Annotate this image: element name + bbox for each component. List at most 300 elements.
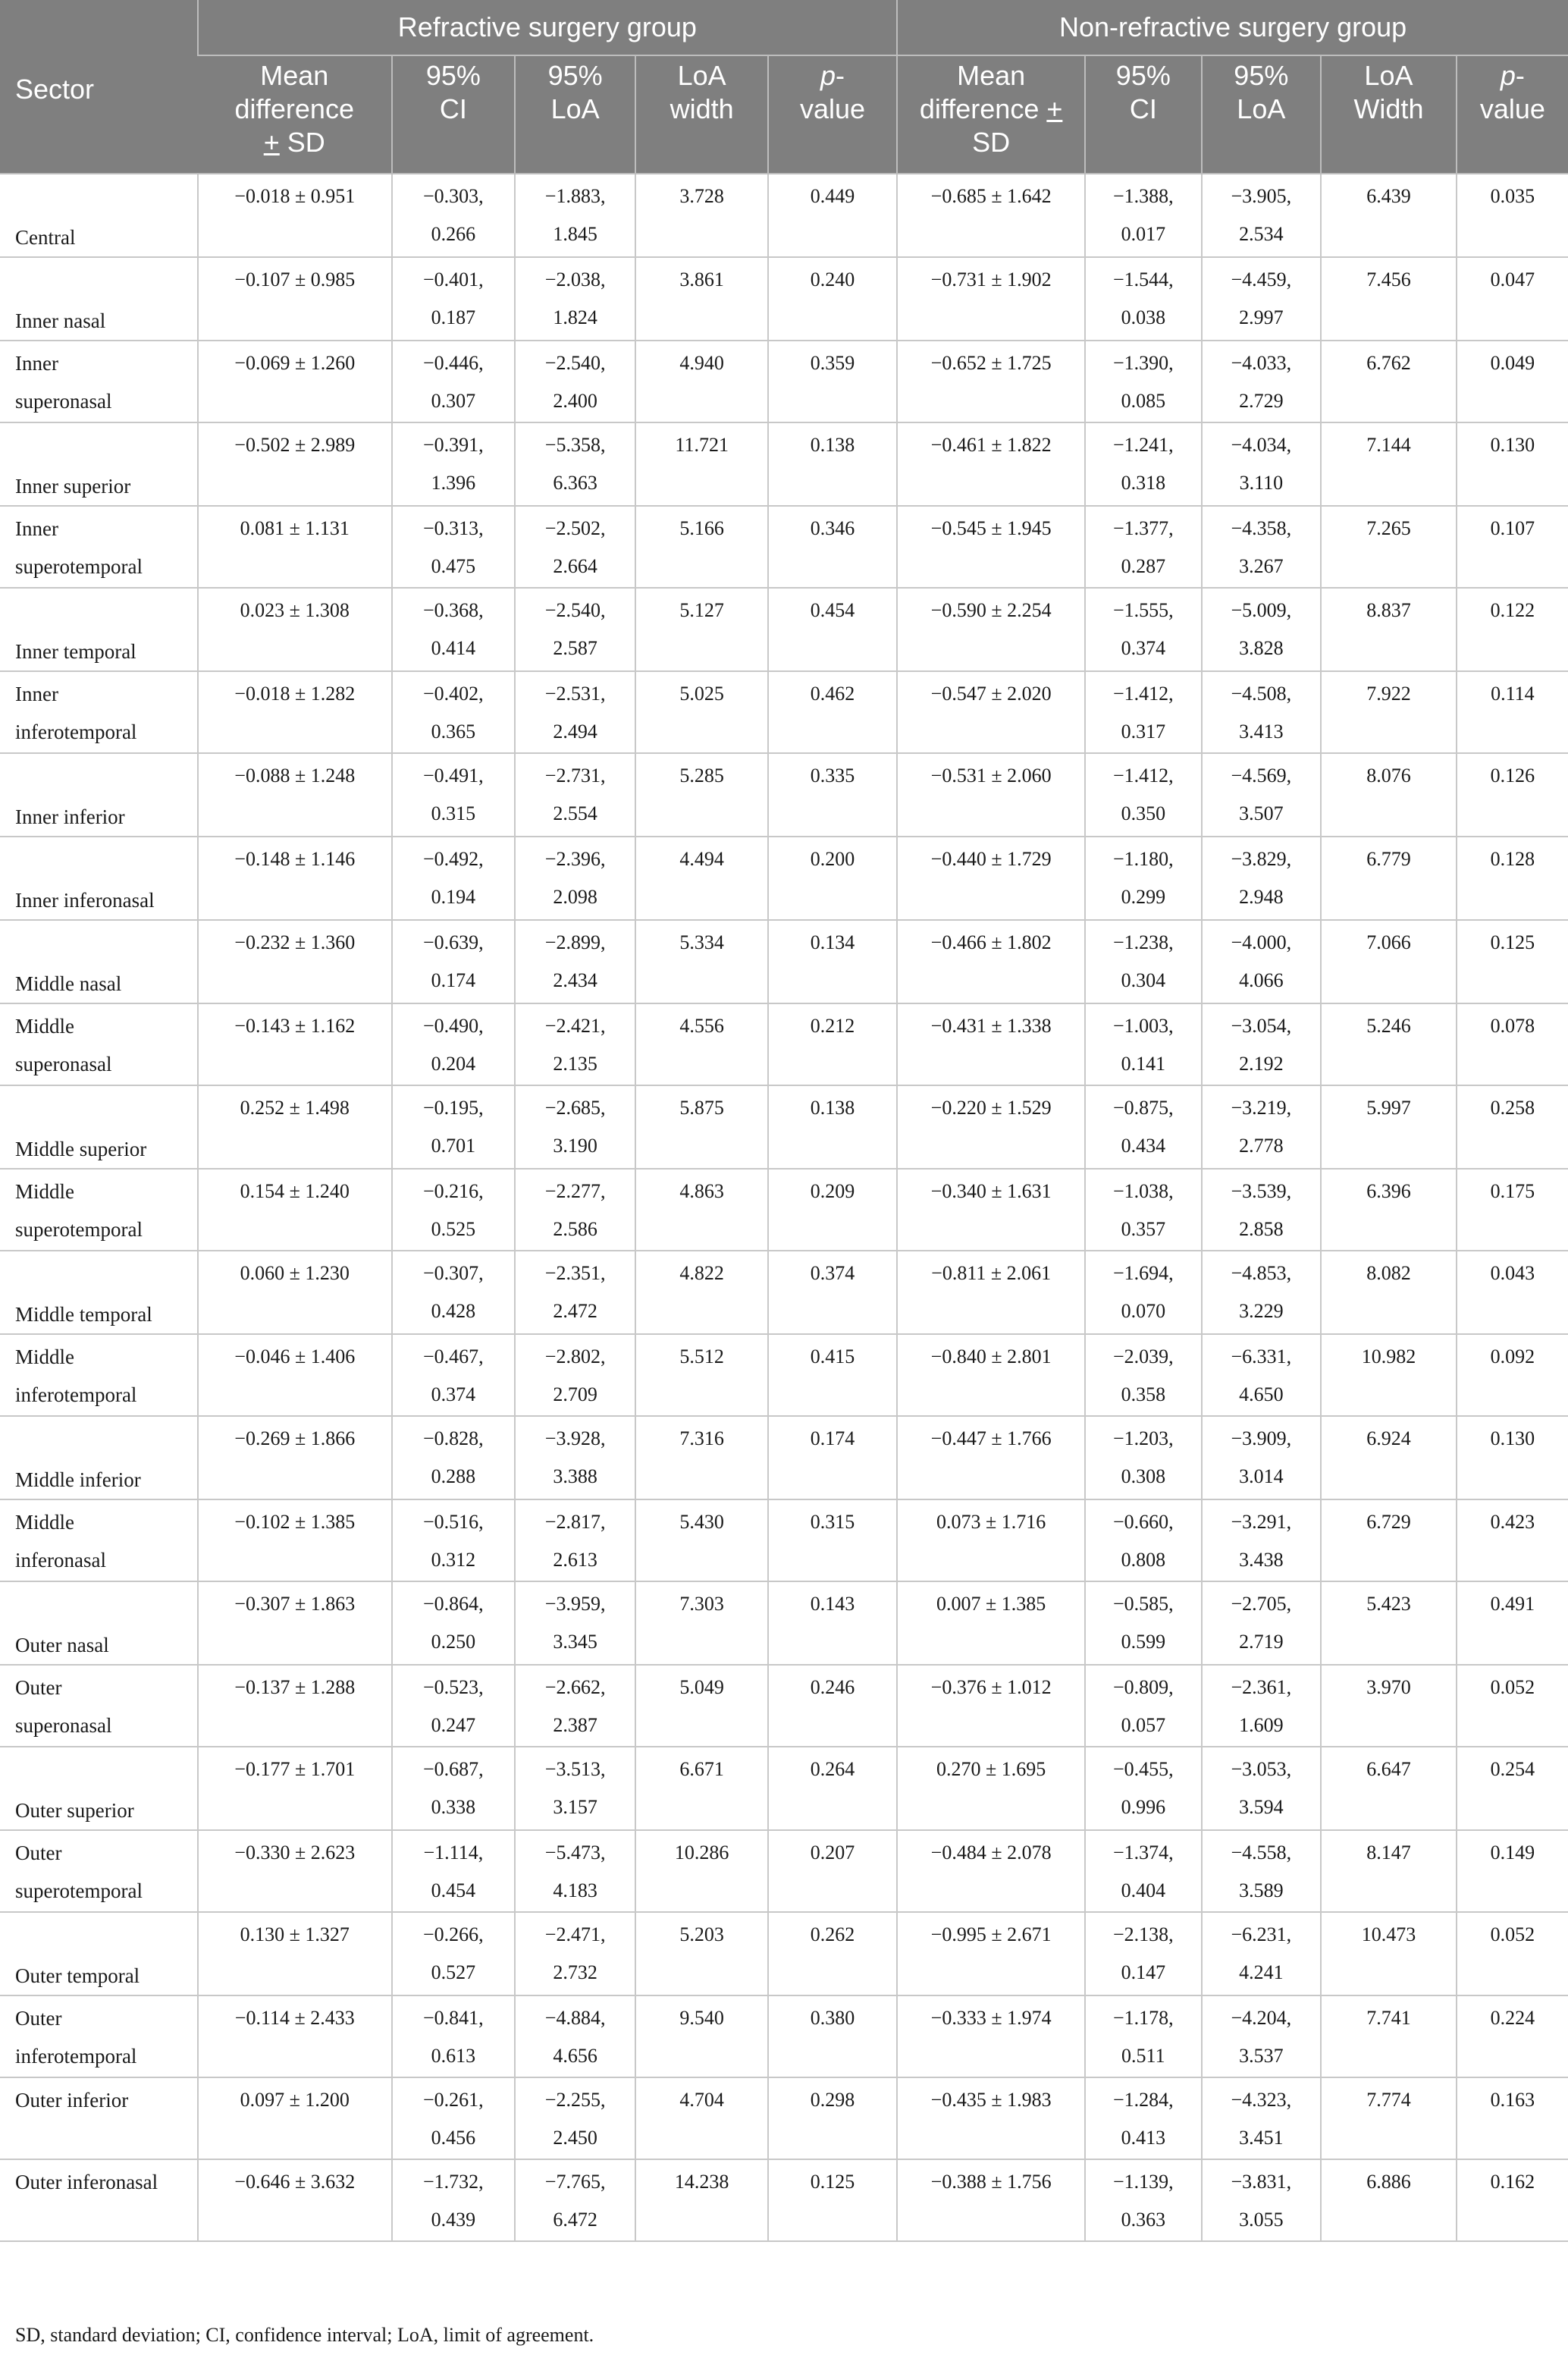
table-row [0,920,1568,1003]
ref-mean-diff-cell: −0.307 ± 1.863 [198,1581,392,1665]
nonref-ci-header: 95% CI [1085,55,1201,174]
nonref-mean-diff-cell: −0.484 ± 2.078 [897,1830,1085,1912]
nonref-loa-cell [1202,837,1322,920]
nonref-loa-width-cell: 10.982 [1321,1334,1457,1416]
ref-ci-cell [392,341,515,422]
sector-cell [0,1085,198,1169]
nonref-loa-value: 2.729 [1239,390,1284,412]
nonref-loa-cell [1202,506,1322,588]
ref-ci-cell [392,257,515,341]
nonref-loa-width-cell: 6.762 [1321,341,1457,422]
ref-loa-value: −2.038, [544,268,606,290]
ref-loa-value: 6.472 [553,2209,597,2231]
ref-loa-cell [515,1499,636,1581]
ref-p-value-cell: 0.138 [768,1085,897,1169]
sector-line-1: Outer inferonasal [15,2171,158,2193]
ref-ci-header: 95% CI [392,55,515,174]
nonref-loa-value: −2.361, [1231,1676,1292,1698]
ref-loa-value: 2.709 [553,1383,597,1405]
nonref-ci-value: −1.203, [1112,1427,1174,1449]
ref-mean-diff-cell: 0.252 ± 1.498 [198,1085,392,1169]
nonref-ci-cell [1085,422,1201,506]
nonref-loa-value: −4.358, [1231,517,1292,539]
ref-loa-width-cell: 10.286 [635,1830,767,1912]
sector-line-2: superonasal [15,1714,112,1737]
nonref-loa-value: −5.009, [1231,599,1292,621]
table-row [0,1499,1568,1581]
ref-mean-diff-cell: −0.018 ± 1.282 [198,671,392,753]
sector-cell [0,1003,198,1085]
table-footnote: SD, standard deviation; CI, confidence interval; LoA, limit of agreement. [15,2324,594,2346]
ref-loa-cell [515,1581,636,1665]
ref-loa-cell [515,1085,636,1169]
ref-mean-diff-header: Mean difference + SD [198,55,392,174]
nonref-loa-cell [1202,174,1322,257]
ref-ci-value: 0.613 [431,2045,476,2067]
sector-cell [0,671,198,753]
ref-ci-value: 0.374 [431,1383,476,1405]
ref-mean-diff-cell: −0.143 ± 1.162 [198,1003,392,1085]
sector-cell [0,1830,198,1912]
nonref-ci-value: 0.413 [1121,2127,1166,2149]
ref-loa-value: 2.613 [553,1549,597,1571]
sector-cell [0,1912,198,1995]
sector-line-2: Middle superior [15,1138,147,1160]
nonref-ci-value: 0.511 [1121,2045,1165,2067]
ref-loa-value: 2.135 [553,1053,597,1075]
nonref-ci-value: −2.138, [1112,1923,1174,1945]
ref-loa-width-cell: 4.494 [635,837,767,920]
nonref-ci-value: 0.038 [1121,306,1166,328]
nonref-loa-value: −3.219, [1231,1097,1292,1119]
ref-ci-value: 0.194 [431,886,476,908]
nonref-ci-value: −0.809, [1112,1676,1174,1698]
sector-header: Sector [0,0,198,174]
table-row [0,1912,1568,1995]
table-row [0,341,1568,422]
nonref-loa-width-cell: 6.779 [1321,837,1457,920]
ref-ci-cell [392,1169,515,1251]
nonref-loa-cell [1202,1169,1322,1251]
nonref-p-value-cell: 0.052 [1457,1912,1568,1995]
nonref-loa-value: 2.719 [1239,1631,1284,1653]
table-row [0,1995,1568,2077]
nonref-loa-cell [1202,2159,1322,2241]
ref-mean-diff-cell: −0.114 ± 2.433 [198,1995,392,2077]
sector-line-1: Inner [15,517,58,540]
sector-cell [0,174,198,257]
sector-line-2: superotemporal [15,1879,143,1902]
nonref-ci-cell [1085,1085,1201,1169]
sector-cell [0,1581,198,1665]
sector-cell [0,257,198,341]
nonref-mean-diff-cell: −0.731 ± 1.902 [897,257,1085,341]
nonref-p-value-header: p- value [1457,55,1568,174]
ref-ci-value: −0.261, [423,2089,484,2111]
sector-cell [0,1995,198,2077]
ref-p-value-cell: 0.207 [768,1830,897,1912]
nonref-p-value-cell: 0.163 [1457,2077,1568,2159]
table-row [0,753,1568,837]
ref-mean-diff-cell: −0.102 ± 1.385 [198,1499,392,1581]
sector-line-2: superonasal [15,390,112,413]
ref-loa-value: −5.358, [544,434,606,456]
nonref-ci-cell [1085,1003,1201,1085]
ref-ci-value: 0.475 [431,555,476,577]
nonref-ci-cell [1085,2159,1201,2241]
ref-loa-value: −2.540, [544,352,606,374]
nonref-ci-cell [1085,341,1201,422]
nonref-ci-cell [1085,837,1201,920]
nonref-loa-header: 95% LoA [1202,55,1322,174]
nonref-p-value-cell: 0.092 [1457,1334,1568,1416]
ref-ci-value: −0.491, [423,765,484,787]
sector-cell [0,1416,198,1499]
ref-loa-cell [515,174,636,257]
nonref-loa-value: 3.589 [1239,1879,1284,1901]
ref-loa-cell [515,1416,636,1499]
sector-line-2: Outer superior [15,1799,134,1822]
ref-loa-value: 2.732 [553,1961,597,1983]
nonref-loa-width-cell: 8.837 [1321,588,1457,671]
table-row [0,1169,1568,1251]
ref-p-value-cell: 0.315 [768,1499,897,1581]
nonref-ci-value: −1.374, [1112,1842,1174,1863]
ref-ci-value: −0.216, [423,1180,484,1202]
nonref-loa-value: 3.828 [1239,637,1284,659]
table-row [0,671,1568,753]
ref-loa-width-cell: 4.863 [635,1169,767,1251]
nonref-loa-cell [1202,1581,1322,1665]
ref-loa-cell [515,753,636,837]
nonref-p-value-cell: 0.423 [1457,1499,1568,1581]
sector-line-2: Inner inferior [15,805,125,828]
ref-ci-value: −0.303, [423,185,484,207]
nonref-loa-width-cell: 6.886 [1321,2159,1457,2241]
nonref-loa-value: 3.229 [1239,1300,1284,1322]
ref-loa-value: −2.255, [544,2089,606,2111]
ref-loa-cell [515,588,636,671]
nonref-ci-cell [1085,920,1201,1003]
ref-ci-value: −0.401, [423,268,484,290]
nonref-mean-diff-cell: −0.466 ± 1.802 [897,920,1085,1003]
ref-ci-cell [392,753,515,837]
sector-line-1: Inner [15,352,58,375]
nonref-loa-cell [1202,753,1322,837]
ref-loa-cell [515,1251,636,1334]
ref-loa-width-cell: 5.166 [635,506,767,588]
ref-loa-value: 3.190 [553,1135,597,1157]
sector-cell [0,920,198,1003]
ref-loa-cell [515,422,636,506]
ref-ci-value: −0.523, [423,1676,484,1698]
nonref-loa-width-cell: 5.997 [1321,1085,1457,1169]
ref-loa-value: 3.157 [553,1796,597,1818]
nonref-loa-value: −4.323, [1231,2089,1292,2111]
ref-p-value-cell: 0.462 [768,671,897,753]
ref-p-value-cell: 0.125 [768,2159,897,2241]
nonref-ci-cell [1085,1499,1201,1581]
nonref-ci-cell [1085,174,1201,257]
nonref-ci-cell [1085,1912,1201,1995]
nonref-loa-value: −3.909, [1231,1427,1292,1449]
ref-ci-value: −0.467, [423,1345,484,1367]
sector-line-2: Middle nasal [15,972,122,995]
ref-mean-diff-cell: −0.046 ± 1.406 [198,1334,392,1416]
nonref-p-value-cell: 0.258 [1457,1085,1568,1169]
ref-ci-value: 0.204 [431,1053,476,1075]
ref-loa-width-cell: 5.334 [635,920,767,1003]
nonref-loa-value: 4.066 [1239,969,1284,991]
table-row [0,837,1568,920]
nonref-ci-cell [1085,588,1201,671]
ref-loa-width-cell: 5.875 [635,1085,767,1169]
table-row [0,422,1568,506]
ref-loa-value: −2.685, [544,1097,606,1119]
table-row [0,174,1568,257]
nonref-loa-value: −3.905, [1231,185,1292,207]
ref-ci-value: −0.313, [423,517,484,539]
ref-loa-cell [515,257,636,341]
nonref-p-value-cell: 0.162 [1457,2159,1568,2241]
ref-ci-cell [392,1251,515,1334]
nonref-ci-value: 0.317 [1121,721,1166,743]
ref-mean-diff-cell: −0.148 ± 1.146 [198,837,392,920]
ref-p-value-cell: 0.359 [768,341,897,422]
nonref-p-value-cell: 0.128 [1457,837,1568,920]
nonref-mean-diff-cell: −0.376 ± 1.012 [897,1665,1085,1747]
nonref-loa-value: 2.534 [1239,223,1284,245]
nonref-loa-width-cell: 7.741 [1321,1995,1457,2077]
ref-ci-value: 0.338 [431,1796,476,1818]
ref-p-value-cell: 0.246 [768,1665,897,1747]
nonref-loa-cell [1202,1995,1322,2077]
nonref-ci-value: −1.555, [1112,599,1174,621]
ref-loa-cell [515,2159,636,2241]
nonref-loa-value: 3.267 [1239,555,1284,577]
nonref-mean-diff-cell: −0.995 ± 2.671 [897,1912,1085,1995]
ref-loa-cell [515,1995,636,2077]
ref-mean-diff-cell: −0.502 ± 2.989 [198,422,392,506]
ref-ci-value: −0.516, [423,1511,484,1533]
nonref-loa-cell [1202,1912,1322,1995]
nonref-ci-cell [1085,1251,1201,1334]
nonref-loa-value: −3.053, [1231,1758,1292,1780]
nonref-p-value-cell: 0.149 [1457,1830,1568,1912]
ref-loa-cell [515,920,636,1003]
ref-loa-width-cell: 3.728 [635,174,767,257]
nonref-p-value-cell: 0.491 [1457,1581,1568,1665]
nonref-ci-value: 0.085 [1121,390,1166,412]
nonref-p-value-cell: 0.107 [1457,506,1568,588]
ref-mean-diff-cell: 0.081 ± 1.131 [198,506,392,588]
ref-loa-value: −3.513, [544,1758,606,1780]
ref-p-value-cell: 0.262 [768,1912,897,1995]
sector-line-2: Inner superior [15,475,131,498]
ref-ci-cell [392,837,515,920]
ref-ci-value: 0.288 [431,1465,476,1487]
table-row [0,2159,1568,2241]
nonref-loa-width-cell: 6.924 [1321,1416,1457,1499]
nonref-ci-value: −1.241, [1112,434,1174,456]
nonref-loa-cell [1202,1003,1322,1085]
ref-p-value-cell: 0.335 [768,753,897,837]
sector-cell [0,1499,198,1581]
nonref-loa-value: 3.451 [1239,2127,1284,2149]
ref-loa-value: 4.183 [553,1879,597,1901]
ref-loa-width-cell: 7.303 [635,1581,767,1665]
nonref-ci-value: −1.284, [1112,2089,1174,2111]
sector-cell [0,1665,198,1747]
nonref-mean-diff-cell: −0.447 ± 1.766 [897,1416,1085,1499]
ref-ci-value: −0.841, [423,2007,484,2029]
ref-mean-diff-cell: 0.097 ± 1.200 [198,2077,392,2159]
table-row [0,1416,1568,1499]
sector-line-1: Middle [15,1511,74,1534]
table-row [0,1747,1568,1830]
nonref-p-value-cell: 0.125 [1457,920,1568,1003]
ref-p-value-cell: 0.298 [768,2077,897,2159]
nonref-ci-cell [1085,1830,1201,1912]
nonref-loa-value: 3.413 [1239,721,1284,743]
ref-ci-value: 0.414 [431,637,476,659]
ref-ci-value: 0.527 [431,1961,476,1983]
nonref-ci-cell [1085,1747,1201,1830]
nonref-loa-value: −4.204, [1231,2007,1292,2029]
nonref-loa-width-cell: 3.970 [1321,1665,1457,1747]
ref-loa-header: 95% LoA [515,55,636,174]
ref-p-value-cell: 0.346 [768,506,897,588]
ref-loa-cell [515,2077,636,2159]
nonref-ci-value: −0.875, [1112,1097,1174,1119]
sector-line-2: Inner inferonasal [15,889,155,912]
ref-p-value-cell: 0.380 [768,1995,897,2077]
ref-loa-width-cell: 3.861 [635,257,767,341]
nonrefractive-group-header: Non-refractive surgery group [897,0,1568,55]
nonref-loa-value: 2.997 [1239,306,1284,328]
ref-loa-value: 1.845 [553,223,597,245]
ref-p-value-cell: 0.454 [768,588,897,671]
nonref-loa-value: −4.034, [1231,434,1292,456]
nonref-mean-diff-cell: −0.431 ± 1.338 [897,1003,1085,1085]
ref-loa-cell [515,506,636,588]
ref-loa-value: −1.883, [544,185,606,207]
ref-loa-cell [515,1169,636,1251]
nonref-loa-value: −4.033, [1231,352,1292,374]
ref-ci-value: −0.492, [423,848,484,870]
nonref-mean-diff-header: Mean difference + SD [897,55,1085,174]
nonref-mean-diff-cell: −0.388 ± 1.756 [897,2159,1085,2241]
ref-loa-value: 1.824 [553,306,597,328]
ref-p-value-cell: 0.415 [768,1334,897,1416]
ref-ci-value: 0.187 [431,306,476,328]
nonref-loa-width-cell: 7.265 [1321,506,1457,588]
ref-ci-value: −0.687, [423,1758,484,1780]
ref-p-value-cell: 0.264 [768,1747,897,1830]
nonref-loa-cell [1202,1334,1322,1416]
nonref-ci-value: 0.996 [1121,1796,1166,1818]
nonref-loa-width-cell: 6.647 [1321,1747,1457,1830]
ref-loa-value: 2.664 [553,555,597,577]
sector-line-2: superotemporal [15,1218,143,1241]
nonref-loa-cell [1202,257,1322,341]
ref-ci-cell [392,588,515,671]
nonref-ci-value: 0.404 [1121,1879,1166,1901]
ref-loa-cell [515,837,636,920]
nonref-loa-cell [1202,671,1322,753]
nonref-mean-diff-cell: 0.007 ± 1.385 [897,1581,1085,1665]
ref-ci-value: −0.490, [423,1015,484,1037]
ref-loa-width-cell: 4.822 [635,1251,767,1334]
ref-ci-value: 0.454 [431,1879,476,1901]
ref-p-value-cell: 0.449 [768,174,897,257]
nonref-loa-cell [1202,422,1322,506]
table-row [0,588,1568,671]
nonref-mean-diff-cell: −0.840 ± 2.801 [897,1334,1085,1416]
ref-loa-value: −2.802, [544,1345,606,1367]
nonref-loa-value: −3.539, [1231,1180,1292,1202]
nonref-mean-diff-cell: 0.270 ± 1.695 [897,1747,1085,1830]
nonref-loa-value: −4.508, [1231,683,1292,705]
ref-mean-diff-cell: −0.232 ± 1.360 [198,920,392,1003]
nonref-p-value-cell: 0.049 [1457,341,1568,422]
nonref-ci-value: −1.390, [1112,352,1174,374]
nonref-ci-value: 0.287 [1121,555,1166,577]
ref-ci-cell [392,506,515,588]
nonref-ci-value: 0.057 [1121,1714,1166,1736]
nonref-loa-value: 2.948 [1239,886,1284,908]
sector-cell [0,1747,198,1830]
nonref-mean-diff-cell: −0.333 ± 1.974 [897,1995,1085,2077]
ref-loa-value: −2.662, [544,1676,606,1698]
nonref-ci-value: 0.308 [1121,1465,1166,1487]
nonref-loa-value: 3.594 [1239,1796,1284,1818]
nonref-mean-diff-cell: −0.531 ± 2.060 [897,753,1085,837]
ref-mean-diff-cell: −0.107 ± 0.985 [198,257,392,341]
nonref-ci-value: 0.141 [1121,1053,1166,1075]
nonref-ci-value: −1.412, [1112,683,1174,705]
ref-loa-value: 2.400 [553,390,597,412]
sector-line-1: Outer [15,1676,62,1699]
ref-ci-value: 0.456 [431,2127,476,2149]
table-row [0,1581,1568,1665]
nonref-loa-value: −4.000, [1231,931,1292,953]
sector-line-1: Outer [15,2007,62,2030]
nonref-loa-value: 1.609 [1239,1714,1284,1736]
nonref-ci-value: 0.017 [1121,223,1166,245]
sector-cell [0,422,198,506]
nonref-ci-value: 0.147 [1121,1961,1166,1983]
sector-line-2: inferotemporal [15,721,137,743]
ref-loa-cell [515,341,636,422]
nonref-ci-value: −1.388, [1112,185,1174,207]
ref-ci-cell [392,1499,515,1581]
nonref-loa-cell [1202,588,1322,671]
sector-line-2: inferotemporal [15,2045,137,2068]
sector-line-1: Outer [15,1842,62,1864]
sector-cell [0,1169,198,1251]
ref-ci-cell [392,1416,515,1499]
ref-loa-value: −2.351, [544,1262,606,1284]
ref-loa-value: −2.421, [544,1015,606,1037]
sector-cell [0,2077,198,2159]
nonref-loa-width-cell: 6.729 [1321,1499,1457,1581]
nonref-p-value-cell: 0.224 [1457,1995,1568,2077]
nonref-p-value-cell: 0.254 [1457,1747,1568,1830]
ref-ci-value: 0.701 [431,1135,476,1157]
nonref-loa-cell [1202,2077,1322,2159]
sector-line-1: Middle [15,1180,74,1203]
